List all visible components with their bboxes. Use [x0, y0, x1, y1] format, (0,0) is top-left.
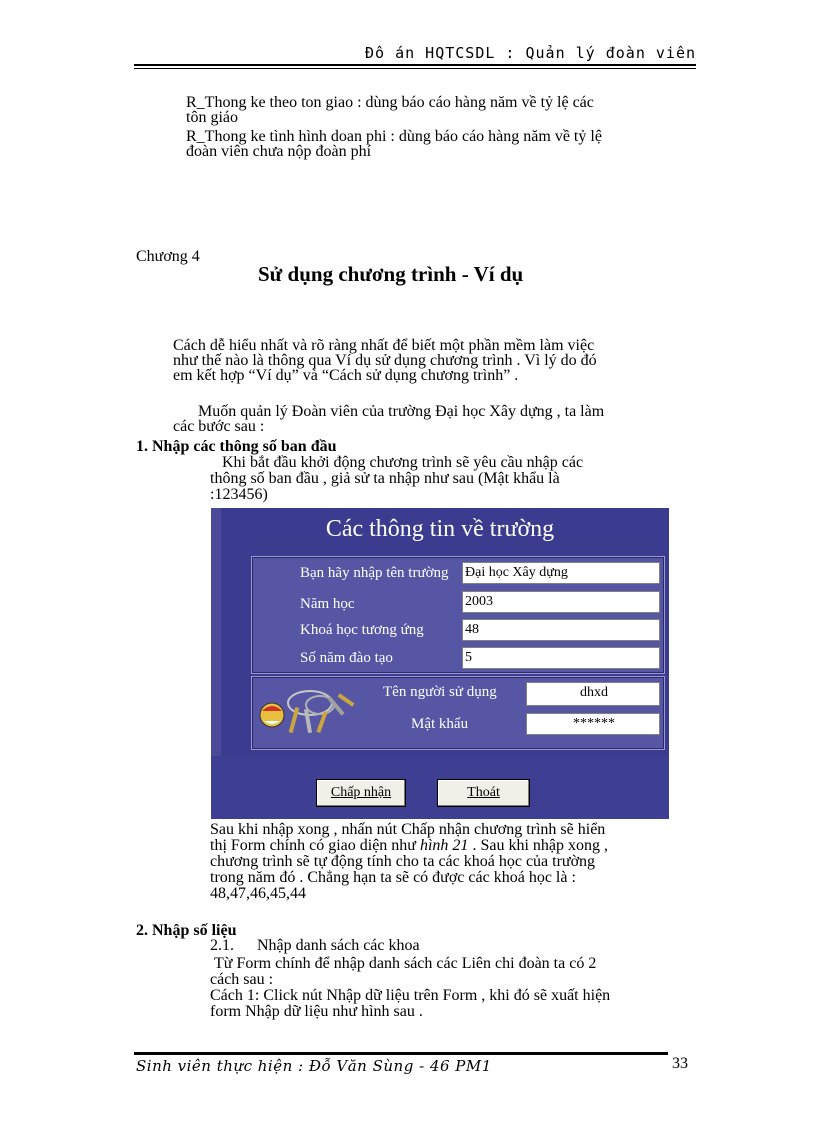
section-heading: 2. Nhập số liệu [136, 922, 237, 939]
intro-line: R_Thong ke tình hình doan phi : dùng báo cáo hàng năm về tỷ lệ [186, 128, 602, 145]
user-label: Tên người sử dụng [383, 684, 497, 700]
chapter-label: Chương 4 [136, 248, 200, 265]
para-line: các bước sau : [173, 418, 265, 435]
field-label-school-name: Bạn hãy nhập tên trường [300, 565, 449, 581]
para-line: em kết hợp “Ví dụ” và “Cách sử dụng chương trình” . [173, 367, 519, 384]
field-label-course: Khoá học tương ứng [300, 622, 424, 638]
subsection-number: 2.1. [210, 937, 234, 954]
field-label-years-training: Số năm đào tạo [300, 650, 393, 666]
year-input[interactable]: 2003 [462, 591, 660, 613]
after-line: 48,47,46,45,44 [210, 885, 306, 902]
intro-line: đoàn viên chưa nộp đoàn phí [186, 143, 372, 160]
ok-button-label: Chấp nhận [330, 785, 392, 800]
dialog-title: Các thông tin về trường [325, 516, 555, 542]
section-line: thông số ban đầu , giả sử ta nhập như sau (Mật khẩu là [210, 470, 560, 487]
intro-line: tôn giáo [186, 109, 238, 126]
page-number: 33 [672, 1055, 688, 1072]
after-line [210, 838, 608, 853]
section-line: Từ Form chính để nhập danh sách các Liên chi đoàn ta có 2 [214, 955, 597, 972]
chapter-title: Sử dụng chương trình - Ví dụ [258, 262, 524, 286]
header-rule [134, 64, 696, 66]
section-line: :123456) [210, 486, 268, 503]
header-rule-thin [134, 68, 696, 69]
keys-icon [258, 683, 358, 741]
page-header: Đô án HQTCSDL : Quản lý đoàn viên [364, 44, 696, 62]
years-training-input[interactable]: 5 [462, 647, 660, 669]
username-input[interactable]: dhxd [526, 682, 660, 706]
para-line: Cách dễ hiểu nhất và rõ ràng nhất để biết một phần mềm làm việc [173, 337, 595, 354]
subsection-title: Nhập danh sách các khoa [257, 937, 420, 954]
figure-ref: hình 21 [419, 837, 469, 854]
after-line: Sau khi nhập xong , nhấn nút Chấp nhận chương trình sẽ hiển [210, 821, 606, 838]
exit-button-label: Thoát [467, 785, 500, 800]
after-line-text: thị Form chính có giao diện như [210, 837, 420, 854]
section-heading: 1. Nhập các thông số ban đầu [136, 438, 337, 455]
section-line: Khi bắt đầu khởi động chương trình sẽ yêu cầu nhập các [222, 454, 584, 471]
course-input[interactable]: 48 [462, 619, 660, 641]
exit-button[interactable] [437, 779, 530, 807]
section-line: Cách 1: Click nút Nhập dữ liệu trên Form , khi đó sẽ xuất hiện [210, 987, 611, 1004]
school-name-input[interactable]: Đại học Xây dựng [462, 562, 660, 584]
after-line-text: . Sau khi nhập xong , [468, 837, 608, 854]
section-line: form Nhập dữ liệu như hình sau . [210, 1003, 423, 1020]
password-label: Mật khẩu [411, 716, 469, 732]
footer-rule [134, 1052, 668, 1055]
para-line: như thế nào là thông qua Ví dụ sử dụng chương trình . Vì lý do đó [173, 352, 597, 369]
section-line: cách sau : [210, 971, 274, 988]
footer-author: Sinh viên thực hiện : Đỗ Văn Sùng - 46 PM1 [136, 1057, 492, 1075]
intro-line: R_Thong ke theo ton giao : dùng báo cáo hàng năm về tỷ lệ các [186, 94, 594, 111]
after-line: trong năm đó . Chẳng hạn ta sẽ có được các khoá học là : [210, 869, 576, 886]
ok-button[interactable] [316, 779, 406, 807]
para-line: Muốn quản lý Đoàn viên của trường Đại học Xây dựng , ta làm [198, 403, 605, 420]
field-label-year: Năm học [300, 596, 355, 612]
password-input[interactable]: ****** [526, 713, 660, 735]
after-line: chương trình sẽ tự động tính cho ta các khoá học của trường [210, 853, 596, 870]
